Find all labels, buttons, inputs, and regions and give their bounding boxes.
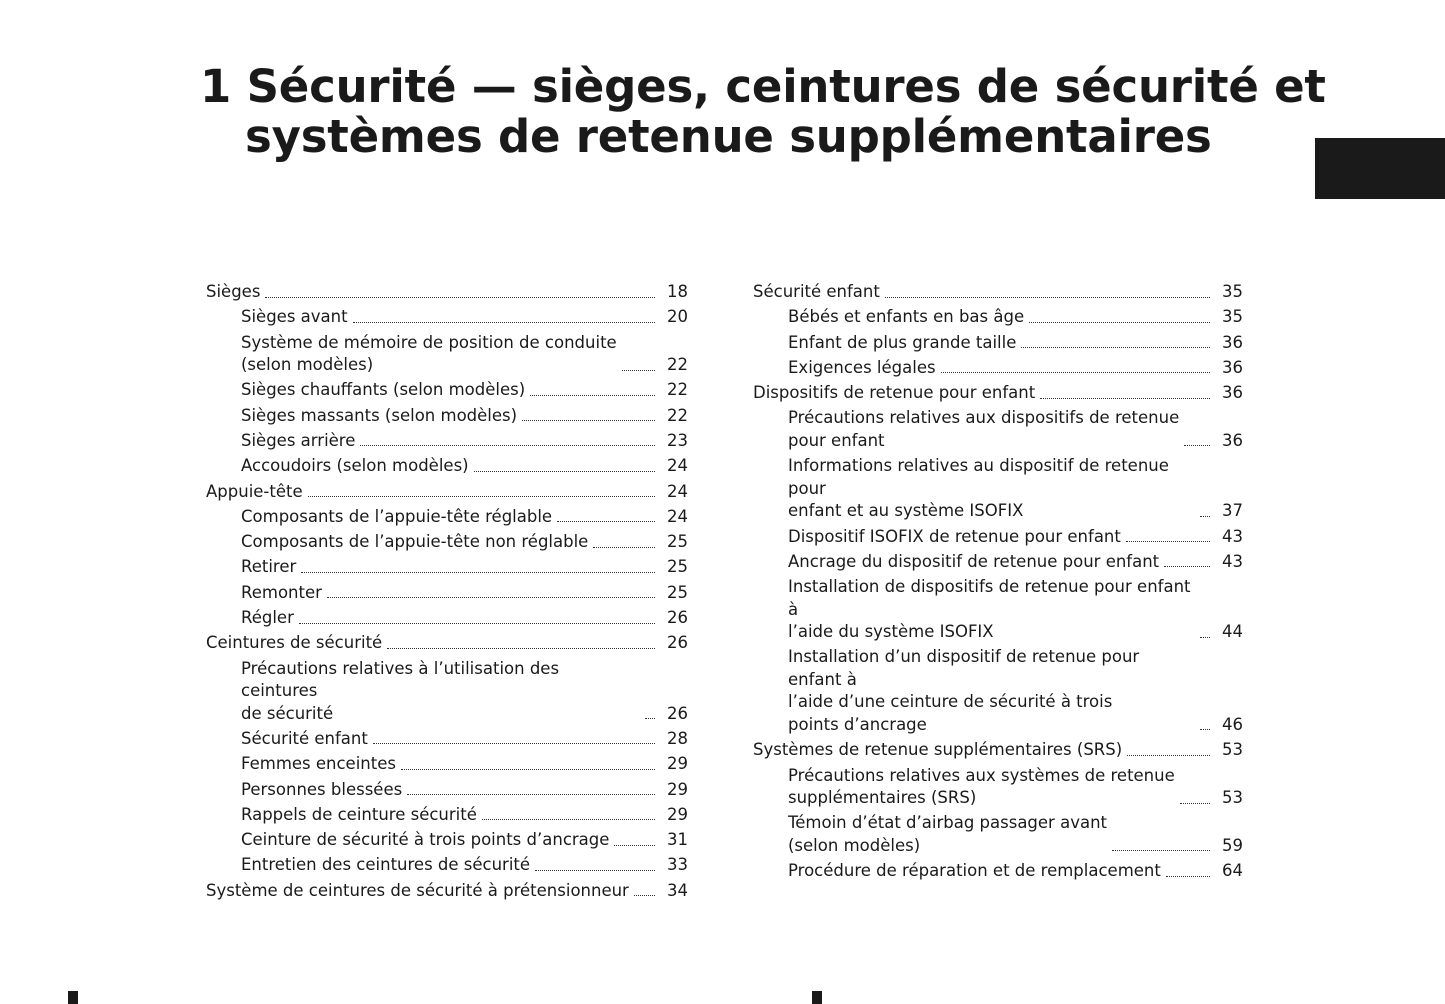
toc-entry-text: Entretien des ceintures de sécurité: [241, 855, 531, 875]
toc-subentry[interactable]: [206, 658, 688, 726]
toc-subentry[interactable]: [753, 551, 1243, 574]
toc-entry-text: Sièges massants (selon modèles): [241, 405, 518, 425]
dot-leader: [1184, 445, 1210, 446]
dot-leader: [1127, 755, 1210, 756]
toc-page-number: 25: [667, 557, 688, 577]
toc-entry-label: [206, 455, 663, 478]
toc-subentry[interactable]: [753, 407, 1243, 452]
toc-subentry[interactable]: [753, 576, 1243, 644]
chapter-title-line-1: 1 Sécurité — sièges, ceintures de sécurité et: [200, 60, 1326, 113]
toc-page-number: 24: [667, 481, 688, 501]
toc-page-number: 34: [667, 880, 688, 900]
toc-page-number: 26: [667, 633, 688, 653]
toc-entry-label: [206, 829, 663, 852]
chapter-title: [200, 60, 1326, 163]
toc-entry-text: Précautions relatives à l’utilisation des ceintures de sécurité: [241, 658, 560, 723]
toc-entry-label: [206, 632, 663, 655]
dot-leader: [622, 370, 655, 371]
toc-entry-text: Ceintures de sécurité: [206, 633, 383, 653]
toc-entry-text: Dispositifs de retenue pour enfant: [753, 383, 1036, 403]
toc-page-number: 37: [1222, 501, 1243, 521]
toc-subentry[interactable]: [206, 854, 688, 877]
toc-entry-text: Bébés et enfants en bas âge: [788, 307, 1025, 327]
toc-entry-text: Sièges chauffants (selon modèles): [241, 380, 526, 400]
toc-entry-text: Personnes blessées: [241, 779, 403, 799]
toc-entry-label: [206, 658, 663, 726]
dot-leader: [614, 845, 655, 846]
toc-entry-label: [206, 582, 663, 605]
toc-entry[interactable]: [206, 632, 688, 655]
dot-leader: [1029, 322, 1210, 323]
toc-entry-text: Enfant de plus grande taille: [788, 332, 1017, 352]
toc-entry-text: Sécurité enfant: [241, 728, 368, 748]
dot-leader: [530, 395, 655, 396]
toc-entry-text: Appuie-tête: [206, 481, 303, 501]
toc-entry-text: Sièges: [206, 282, 261, 301]
toc-page-number: 59: [1222, 835, 1243, 855]
toc-page-number: 24: [667, 506, 688, 526]
toc-page-number: 36: [1222, 332, 1243, 352]
toc-subentry[interactable]: [753, 765, 1243, 810]
toc-page-number: 44: [1222, 622, 1243, 642]
dot-leader: [535, 870, 655, 871]
dot-leader: [353, 322, 655, 323]
toc-entry-text: Rappels de ceinture sécurité: [241, 804, 477, 824]
toc-subentry[interactable]: [753, 306, 1243, 329]
toc-entry-text: Composants de l’appuie-tête non réglable: [241, 532, 589, 552]
toc-subentry[interactable]: [206, 753, 688, 776]
toc-subentry[interactable]: [206, 582, 688, 605]
toc-entry-label: [753, 765, 1218, 810]
toc-subentry[interactable]: [753, 332, 1243, 355]
toc-entry-text: Procédure de réparation et de remplacement: [788, 861, 1161, 881]
dot-leader: [522, 420, 655, 421]
dot-leader: [407, 794, 655, 795]
dot-leader: [373, 743, 655, 744]
toc-entry-text: Informations relatives au dispositif de retenue pour enfant et au système ISOFIX: [788, 456, 1169, 521]
toc-subentry[interactable]: [206, 779, 688, 802]
toc-page-number: 18: [667, 282, 688, 301]
toc-entry-text: Témoin d’état d’airbag passager avant (selon modèles): [788, 813, 1108, 855]
toc-entry-label: [206, 607, 663, 630]
toc-entry-label: [753, 526, 1218, 549]
toc-entry-text: Ancrage du dispositif de retenue pour enfant: [788, 551, 1160, 571]
toc-subentry[interactable]: [753, 455, 1243, 523]
crop-mark-right: [812, 991, 822, 1004]
dot-leader: [301, 572, 655, 573]
toc-subentry[interactable]: [206, 379, 688, 402]
toc-entry-text: Composants de l’appuie-tête réglable: [241, 506, 553, 526]
dot-leader: [265, 297, 655, 298]
toc-subentry[interactable]: [206, 506, 688, 529]
toc-entry-text: Système de mémoire de position de conduite (selon modèles): [241, 332, 617, 375]
dot-leader: [360, 445, 655, 446]
toc-entry-label: [206, 306, 663, 329]
toc-page-number: 46: [1222, 714, 1243, 734]
toc-entry-text: Régler: [241, 608, 294, 628]
toc-entry-text: Sièges arrière: [241, 430, 356, 450]
toc-entry-label: [753, 812, 1218, 857]
toc-page-number: 43: [1222, 526, 1243, 546]
toc-page-number: 23: [667, 430, 688, 450]
toc-entry[interactable]: [753, 281, 1243, 304]
dot-leader: [401, 769, 655, 770]
toc-subentry[interactable]: [206, 829, 688, 852]
dot-leader: [1180, 803, 1210, 804]
dot-leader: [557, 521, 655, 522]
toc-entry-text: Remonter: [241, 582, 322, 602]
toc-entry-label: [206, 854, 663, 877]
toc-entry-label: [753, 332, 1218, 355]
toc-page-number: 36: [1222, 357, 1243, 377]
toc-entry-label: [753, 576, 1218, 644]
crop-mark-left: [68, 991, 78, 1004]
dot-leader: [327, 597, 655, 598]
dot-leader: [1166, 876, 1210, 877]
toc-page-number: 35: [1222, 282, 1243, 301]
toc-entry-text: Ceinture de sécurité à trois points d’ancrage: [241, 830, 610, 850]
toc-entry-label: [206, 506, 663, 529]
toc-subentry[interactable]: [206, 531, 688, 554]
toc-entry-label: [206, 379, 663, 402]
toc-entry[interactable]: [753, 382, 1243, 405]
dot-leader: [885, 297, 1210, 298]
dot-leader: [634, 895, 655, 896]
toc-entry-label: [206, 728, 663, 751]
toc-entry-text: Accoudoirs (selon modèles): [241, 456, 469, 476]
toc-subentry[interactable]: [753, 526, 1243, 549]
toc-entry-label: [753, 455, 1218, 523]
dot-leader: [1200, 729, 1210, 730]
toc-entry-text: Retirer: [241, 557, 297, 577]
toc-entry-label: [206, 556, 663, 579]
toc-page-number: 35: [1222, 307, 1243, 327]
toc-subentry[interactable]: [753, 646, 1243, 736]
toc-entry-label: [206, 880, 663, 903]
dot-leader: [299, 623, 655, 624]
chapter-thumb-tab: [1315, 138, 1445, 199]
toc-subentry[interactable]: [753, 860, 1243, 883]
toc-entry-label: [206, 779, 663, 802]
toc-column-right: [753, 281, 1243, 885]
toc-page-number: 22: [667, 355, 688, 375]
dot-leader: [1112, 850, 1210, 851]
toc-entry-label: [753, 551, 1218, 574]
dot-leader: [645, 718, 655, 719]
toc-entry-label: [753, 306, 1218, 329]
toc-entry-text: Précautions relatives aux dispositifs de retenue pour enfant: [788, 408, 1180, 450]
chapter-title-line-2: systèmes de retenue supplémentaires: [245, 110, 1212, 163]
toc-entry[interactable]: [206, 880, 688, 903]
dot-leader: [941, 372, 1210, 373]
toc-entry-label: [753, 860, 1218, 883]
toc-entry-label: [753, 646, 1218, 736]
toc-subentry[interactable]: [206, 728, 688, 751]
dot-leader: [593, 547, 655, 548]
toc-entry-text: Dispositif ISOFIX de retenue pour enfant: [788, 526, 1121, 546]
toc-subentry[interactable]: [206, 455, 688, 478]
toc-entry-text: Exigences légales: [788, 357, 936, 377]
toc-page-number: 25: [667, 532, 688, 552]
dot-leader: [474, 471, 655, 472]
toc-entry-label: [753, 281, 1218, 304]
toc-page-number: 20: [667, 307, 688, 327]
toc-page-number: 29: [667, 754, 688, 774]
toc-page-number: 64: [1222, 861, 1243, 881]
toc-entry-label: [206, 332, 663, 377]
toc-page-number: 53: [1222, 788, 1243, 808]
toc-subentry[interactable]: [206, 405, 688, 428]
toc-entry-text: Sièges avant: [241, 307, 348, 327]
toc-subentry[interactable]: [753, 357, 1243, 380]
toc-page-number: 26: [667, 608, 688, 628]
toc-page-number: 43: [1222, 551, 1243, 571]
toc-entry-text: Systèmes de retenue supplémentaires (SRS): [753, 740, 1123, 760]
toc-page-number: 28: [667, 728, 688, 748]
toc-entry-label: [206, 481, 663, 504]
toc-subentry[interactable]: [206, 430, 688, 453]
toc-entry-label: [753, 382, 1218, 405]
toc-entry[interactable]: [206, 481, 688, 504]
toc-subentry[interactable]: [206, 332, 688, 377]
toc-entry[interactable]: [206, 281, 688, 304]
toc-entry-text: Femmes enceintes: [241, 754, 396, 774]
toc-subentry[interactable]: [206, 607, 688, 630]
toc-page-number: 33: [667, 855, 688, 875]
toc-page-number: 26: [667, 703, 688, 723]
toc-entry-text: Système de ceintures de sécurité à prétensionneur: [206, 880, 629, 900]
toc-subentry[interactable]: [206, 804, 688, 827]
toc-column-left: [206, 281, 688, 905]
toc-page-number: 31: [667, 830, 688, 850]
toc-entry-text: Installation de dispositifs de retenue pour enfant à l’aide du système ISOFIX: [788, 577, 1191, 642]
toc-page-number: 36: [1222, 383, 1243, 403]
toc-entry-label: [206, 753, 663, 776]
dot-leader: [308, 496, 655, 497]
toc-subentry[interactable]: [753, 812, 1243, 857]
toc-page-number: 29: [667, 804, 688, 824]
dot-leader: [1021, 347, 1210, 348]
toc-entry-label: [206, 531, 663, 554]
toc-entry-label: [206, 405, 663, 428]
toc-entry-text: Précautions relatives aux systèmes de retenue supplémentaires (SRS): [788, 765, 1175, 808]
toc-entry-text: Installation d’un dispositif de retenue pour enfant à l’aide d’une ceinture de sécurité à trois points d’ancrage: [788, 647, 1140, 734]
dot-leader: [1164, 566, 1210, 567]
toc-subentry[interactable]: [206, 306, 688, 329]
toc-entry[interactable]: [753, 739, 1243, 762]
dot-leader: [1040, 398, 1210, 399]
dot-leader: [1200, 516, 1210, 517]
toc-page-number: 36: [1222, 430, 1243, 450]
toc-entry-label: [753, 407, 1218, 452]
toc-entry-label: [753, 739, 1218, 762]
toc-entry-text: Sécurité enfant: [753, 282, 880, 301]
toc-entry-label: [753, 357, 1218, 380]
toc-entry-label: [206, 804, 663, 827]
toc-page-number: 53: [1222, 740, 1243, 760]
toc-subentry[interactable]: [206, 556, 688, 579]
dot-leader: [1200, 637, 1210, 638]
toc-page-number: 22: [667, 380, 688, 400]
toc-page-number: 25: [667, 582, 688, 602]
toc-entry-label: [206, 430, 663, 453]
toc-page-number: 24: [667, 456, 688, 476]
toc-page-number: 29: [667, 779, 688, 799]
toc-page-number: 22: [667, 405, 688, 425]
dot-leader: [1126, 541, 1210, 542]
dot-leader: [387, 648, 655, 649]
dot-leader: [482, 819, 655, 820]
toc-entry-label: [206, 281, 663, 304]
